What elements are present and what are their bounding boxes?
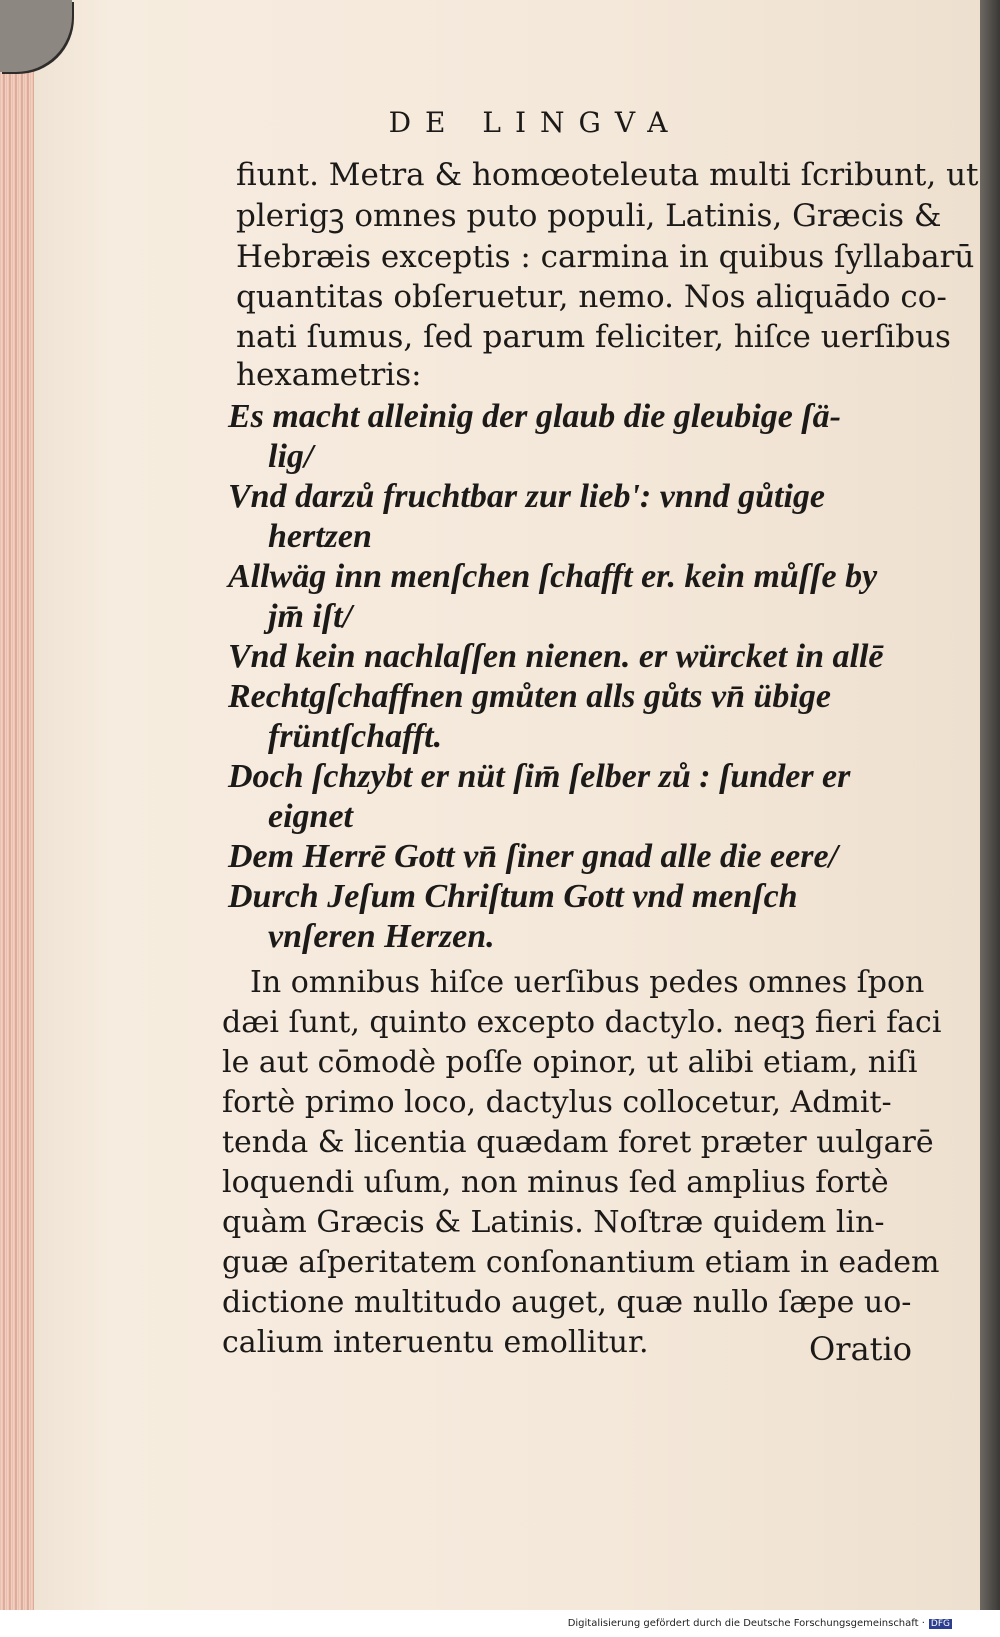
text-line: Hebræis exceptis : carmina in quibus ſyllabarū xyxy=(236,239,975,275)
verse-line: Rechtgſchaffnen gmůten alls gůts vn̄ übige xyxy=(228,678,831,715)
text-line: tenda & licentia quædam foret præter uulgarē xyxy=(222,1125,934,1160)
verse-line: Dem Herrē Gott vn̄ ſiner gnad alle die eere/ xyxy=(228,838,839,875)
page-shadow xyxy=(980,0,1000,1610)
verse-line: Es macht alleinig der glaub die gleubige ſä- xyxy=(228,398,841,435)
text-line: calium interuentu emollitur. xyxy=(222,1325,649,1360)
verse-line: Vnd darzů fruchtbar zur lieb': vnnd gůtige xyxy=(228,478,826,515)
text-line: plerigꝫ omnes puto populi, Latinis, Græcis & xyxy=(236,198,942,234)
text-line: guæ aſperitatem conſonantium etiam in eadem xyxy=(222,1245,940,1280)
text-line: hexametris: xyxy=(236,357,422,393)
verse-line: eignet xyxy=(268,798,353,835)
footer-note: Digitalisierung gefördert durch die Deutsche Forschungsgemeinschaft · xyxy=(567,1618,925,1629)
verse-line: vnſeren Herzen. xyxy=(268,918,495,955)
dfg-logo: DFG xyxy=(930,1619,950,1629)
text-line: le aut cōmodè poſſe opinor, ut alibi etiam, niſi xyxy=(222,1045,918,1080)
text-line: quàm Græcis & Latinis. Noſtræ quidem lin- xyxy=(222,1205,885,1240)
text-line: loquendi uſum, non minus ſed amplius fortè xyxy=(222,1165,889,1200)
text-line: dictione multitudo auget, quæ nullo ſæpe uo- xyxy=(222,1285,912,1320)
catchword: Oratio xyxy=(809,1330,912,1368)
verse-line: Doch ſchzybt er nüt ſim̄ ſelber zů : ſunder er xyxy=(228,758,851,795)
text-line: dæi ſunt, quinto excepto dactylo. neqꝫ fieri faci xyxy=(222,1005,942,1040)
verse-line: hertzen xyxy=(268,518,372,555)
text-line: nati ſumus, ſed parum feliciter, hiſce uerſibus xyxy=(236,319,951,355)
text-line: fiunt. Metra & homœoteleuta multi ſcribunt, ut xyxy=(236,157,979,193)
verse-line: Allwäg inn menſchen ſchafft er. kein můſſe by xyxy=(228,558,878,595)
verse-line: lig/ xyxy=(268,438,314,475)
footer-credit xyxy=(568,1618,952,1629)
running-head: DE LINGVA xyxy=(388,106,682,139)
text-line: fortè primo loco, dactylus collocetur, Admit- xyxy=(222,1085,892,1120)
verse-line: Durch Jeſum Chriſtum Gott vnd menſch xyxy=(228,878,798,915)
verse-line: jm̄ iſt/ xyxy=(268,598,353,635)
verse-line: früntſchafft. xyxy=(268,718,443,755)
text-line: In omnibus hiſce uerſibus pedes omnes ſpon xyxy=(250,965,925,1000)
text-line: quantitas obſeruetur, nemo. Nos aliquādo co- xyxy=(236,279,947,315)
verse-line: Vnd kein nachlaſſen nienen. er würcket in allē xyxy=(228,638,884,675)
